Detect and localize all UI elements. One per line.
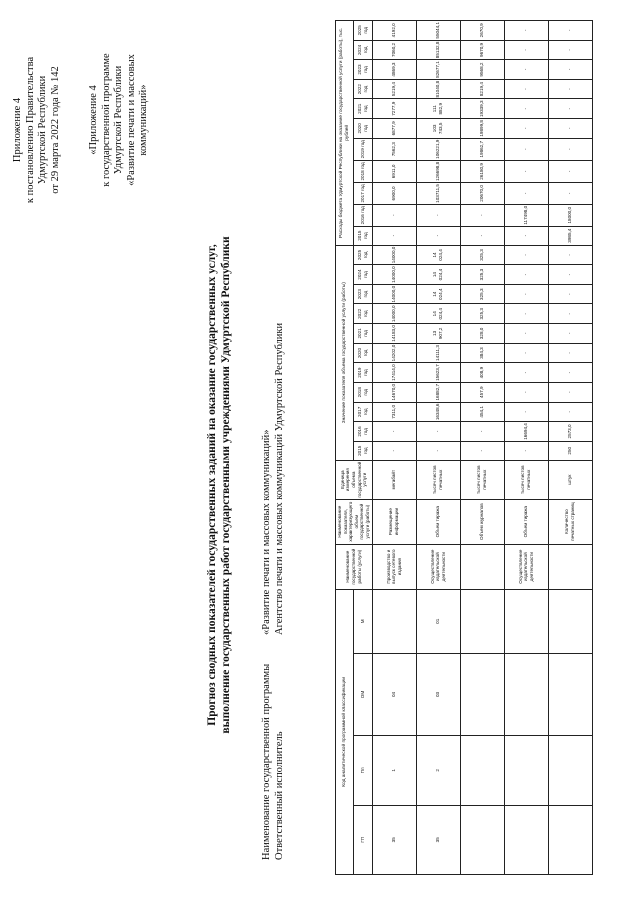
- header-year-volume: 2019 год: [354, 363, 372, 383]
- cell-indicator: Количество печатных страниц: [548, 499, 592, 544]
- cell-expense: -: [548, 138, 592, 160]
- cell-volume: -: [504, 265, 548, 285]
- cell-volume: 14000,0: [372, 284, 416, 304]
- cell-om: [504, 653, 548, 735]
- meta-value: «Развитие печати и массовых коммуникаций»: [261, 429, 272, 635]
- cell-volume: 325,3: [460, 284, 504, 304]
- cell-volume: -: [372, 441, 416, 460]
- cell-expense: 7562,3: [372, 138, 416, 160]
- cell-volume: 454,1: [460, 402, 504, 422]
- cell-volume: 7311,0: [372, 402, 416, 422]
- cell-volume: -: [504, 304, 548, 324]
- cell-volume: 328,0: [460, 324, 504, 344]
- header-year-volume: 2018 год: [354, 382, 372, 402]
- header-om: ОМ: [354, 653, 372, 735]
- document-title: [205, 205, 233, 765]
- cell-volume: -: [548, 265, 592, 285]
- cell-service: Осуществление издательской деятельности: [416, 544, 460, 589]
- cell-volume: -: [504, 441, 548, 460]
- cell-volume: -: [548, 284, 592, 304]
- meta-value: Агентство печати и массовых коммуникаций Удмуртской Республики: [274, 322, 285, 635]
- header-year-volume: 2017 год: [354, 402, 372, 422]
- appendix-header: [12, 15, 62, 245]
- header-year-expense: 2019 год: [354, 138, 372, 160]
- cell-om: 03: [416, 653, 460, 735]
- cell-expense: -: [548, 183, 592, 205]
- cell-expense: 6877,9: [372, 119, 416, 139]
- cell-expense: 7277,9: [372, 99, 416, 119]
- cell-expense: 117498,0: [504, 204, 548, 226]
- header-year-volume: 2016 год: [354, 422, 372, 442]
- cell-volume: -: [372, 422, 416, 442]
- cell-m: [372, 589, 416, 653]
- header-year-volume: 2022 год: [354, 304, 372, 324]
- meta-label: Наименование государственной программы: [261, 663, 272, 860]
- cell-expense: 103 743,5: [416, 119, 460, 139]
- cell-m: 01: [416, 589, 460, 653]
- meta-row: [273, 240, 286, 860]
- cell-expense: 9670,9: [460, 40, 504, 60]
- cell-volume: -: [504, 402, 548, 422]
- cell-volume: 13 907,2: [416, 324, 460, 344]
- header-volume: Значение показателя объема государственной услуги (работы): [336, 245, 354, 460]
- cell-m: [548, 589, 592, 653]
- cell-volume: 14 024,4: [416, 304, 460, 324]
- header-service: Наименование государственной работы (услуги): [336, 544, 373, 589]
- program-meta: [260, 240, 286, 860]
- cell-service: [548, 544, 592, 589]
- cell-pp: [548, 736, 592, 805]
- cell-expense: 19862,7: [460, 138, 504, 160]
- cell-expense: -: [416, 204, 460, 226]
- cell-expense: -: [548, 99, 592, 119]
- cell-volume: 14000,0: [372, 245, 416, 265]
- cell-volume: -: [460, 441, 504, 460]
- cell-pp: 2: [416, 736, 460, 805]
- cell-volume: 325,3: [460, 245, 504, 265]
- cell-volume: -: [548, 382, 592, 402]
- cell-expense: 7060,2: [372, 40, 416, 60]
- cell-expense: 111 882,9: [416, 99, 460, 119]
- cell-expense: -: [504, 21, 548, 41]
- header-year-expense: 2015 год: [354, 226, 372, 245]
- header-year-expense: 2016 год: [354, 204, 372, 226]
- cell-service: Производство и выпуск сетевого издания: [372, 544, 416, 589]
- cell-pp: 1: [372, 736, 416, 805]
- cell-expense: -: [416, 226, 460, 245]
- header-code: Код аналитической программной классификации: [336, 589, 354, 874]
- cell-expense: -: [504, 79, 548, 99]
- table-row: [416, 21, 460, 875]
- cell-volume: -: [504, 382, 548, 402]
- appendix-quote-line: коммуникаций»: [138, 84, 149, 156]
- cell-m: [460, 589, 504, 653]
- cell-volume: -: [548, 363, 592, 383]
- cell-volume: -: [548, 402, 592, 422]
- table-row: [460, 21, 504, 875]
- cell-expense: -: [504, 99, 548, 119]
- header-year-volume: 2025 год: [354, 245, 372, 265]
- appendix-quote-line: «Развитие печати и массовых: [125, 54, 137, 186]
- cell-indicator: Объем журналов: [460, 499, 504, 544]
- cell-unit: штук: [548, 460, 592, 499]
- cell-volume: 16348,6: [416, 402, 460, 422]
- cell-gp: [504, 805, 548, 874]
- cell-gp: 35: [372, 805, 416, 874]
- header-year-volume: 2020 год: [354, 343, 372, 363]
- header-unit: Единица измерения объема государственной услуги: [336, 460, 373, 499]
- cell-indicator: Размещение информации: [372, 499, 416, 544]
- table-row: [548, 21, 592, 875]
- cell-volume: -: [504, 284, 548, 304]
- appendix-quote-line: «Приложение 4: [88, 85, 99, 155]
- header-year-volume: 2023 год: [354, 284, 372, 304]
- cell-unit: тысяч листов печатных: [504, 460, 548, 499]
- cell-expense: 4192,0: [372, 21, 416, 41]
- cell-expense: 85132,8: [416, 40, 460, 60]
- cell-volume: -: [504, 363, 548, 383]
- cell-volume: 2573,0: [548, 422, 592, 442]
- appendix-line: от 29 марта 2022 года № 142: [49, 66, 61, 194]
- cell-volume: 457,9: [460, 382, 504, 402]
- header-year-expense: 2017 год: [354, 183, 372, 205]
- cell-expense: -: [504, 226, 548, 245]
- header-year-expense: 2021 год: [354, 99, 372, 119]
- cell-expense: -: [504, 160, 548, 182]
- cell-volume: 250: [548, 441, 592, 460]
- header-year-volume: 2021 год: [354, 324, 372, 344]
- cell-indicator: Объем тиража: [504, 499, 548, 544]
- cell-pp: [460, 736, 504, 805]
- cell-volume: 14 024,4: [416, 284, 460, 304]
- meta-label: Ответственный исполнитель: [274, 731, 285, 860]
- cell-expense: 126698,8: [416, 160, 460, 182]
- appendix-line: к постановлению Правительства: [24, 56, 36, 204]
- cell-volume: 17414,0: [372, 363, 416, 383]
- cell-expense: -: [504, 119, 548, 139]
- appendix-quote-line: Удмуртской Республики: [113, 65, 124, 175]
- cell-gp: [548, 805, 592, 874]
- cell-expense: 3985,4: [548, 226, 592, 245]
- cell-expense: -: [372, 226, 416, 245]
- header-expense: Расходы бюджета Удмуртской Республики на оказание государственной услуги (работы), тыс. рублей: [336, 21, 354, 246]
- cell-expense: -: [504, 138, 548, 160]
- cell-expense: 81040,8: [416, 79, 460, 99]
- cell-om: [460, 653, 504, 735]
- cell-volume: 325,3: [460, 265, 504, 285]
- header-year-volume: 2024 год: [354, 265, 372, 285]
- cell-volume: 16694,4: [504, 422, 548, 442]
- cell-gp: [460, 805, 504, 874]
- cell-expense: -: [504, 183, 548, 205]
- cell-volume: 325,3: [460, 304, 504, 324]
- cell-expense: -: [548, 60, 592, 80]
- cell-volume: -: [548, 324, 592, 344]
- cell-expense: 55044,1: [416, 21, 460, 41]
- cell-service: [460, 544, 504, 589]
- cell-expense: -: [548, 119, 592, 139]
- cell-om: [548, 653, 592, 735]
- header-year-expense: 2025 год: [354, 21, 372, 41]
- header-indicator: Наименование показателя, характеризующего объем государственной услуги (работы): [336, 499, 373, 544]
- cell-volume: -: [416, 422, 460, 442]
- cell-expense: 6911,0: [372, 160, 416, 182]
- cell-pp: [504, 736, 548, 805]
- cell-expense: -: [548, 79, 592, 99]
- meta-row: [260, 240, 273, 860]
- cell-expense: -: [460, 204, 504, 226]
- header-years-row: [354, 21, 372, 875]
- cell-volume: 14202,0: [372, 343, 416, 363]
- cell-volume: -: [548, 343, 592, 363]
- cell-indicator: Объем тиража: [416, 499, 460, 544]
- appendix-line: Удмуртской Республики: [37, 75, 48, 185]
- table-row: [504, 21, 548, 875]
- cell-expense: -: [548, 160, 592, 182]
- cell-volume: -: [548, 304, 592, 324]
- cell-volume: 408,9: [460, 363, 504, 383]
- header-year-expense: 2024 год: [354, 40, 372, 60]
- cell-expense: 4869,3: [372, 60, 416, 80]
- header-row: [336, 21, 354, 875]
- table-row: [372, 21, 416, 875]
- cell-volume: -: [504, 324, 548, 344]
- header-m: М: [354, 589, 372, 653]
- cell-volume: 15623,7: [416, 363, 460, 383]
- cell-volume: 14111,3: [416, 343, 460, 363]
- cell-expense: -: [548, 40, 592, 60]
- header-year-expense: 2020 год: [354, 119, 372, 139]
- cell-expense: 18000,0: [548, 204, 592, 226]
- cell-expense: 103711,5: [416, 183, 460, 205]
- cell-expense: 26180,9: [460, 160, 504, 182]
- header-year-volume: 2015 год: [354, 441, 372, 460]
- cell-volume: -: [416, 441, 460, 460]
- cell-m: [504, 589, 548, 653]
- cell-expense: 20670,0: [460, 183, 504, 205]
- cell-volume: -: [504, 245, 548, 265]
- cell-volume: -: [460, 422, 504, 442]
- cell-expense: 6900,0: [372, 183, 416, 205]
- cell-unit: тысяч листов печатных: [460, 460, 504, 499]
- cell-volume: 14 024,4: [416, 245, 460, 265]
- cell-expense: -: [504, 60, 548, 80]
- cell-expense: -: [460, 226, 504, 245]
- cell-unit: мегабайт: [372, 460, 416, 499]
- cell-gp: 35: [416, 805, 460, 874]
- title-line: выполнение государственных работ государственными учреждениями Удмуртской Республики: [220, 236, 232, 734]
- appendix-quote-line: к государственной программе: [100, 53, 112, 187]
- appendix-quote: [88, 25, 151, 215]
- cell-volume: 14 024,4: [416, 265, 460, 285]
- cell-unit: тысяч листов печатных: [416, 460, 460, 499]
- cell-expense: 82677,1: [416, 60, 460, 80]
- cell-volume: 14000,0: [372, 265, 416, 285]
- title-line: Прогноз сводных показателей государственных заданий на оказание государственных услуг,: [206, 244, 218, 726]
- cell-expense: 19339,3: [460, 99, 504, 119]
- cell-service: Осуществление издательской деятельности: [504, 544, 548, 589]
- header-gp: ГП: [354, 805, 372, 874]
- cell-volume: 14000,0: [372, 304, 416, 324]
- cell-volume: 384,3: [460, 343, 504, 363]
- cell-expense: 19899,8: [460, 119, 504, 139]
- cell-volume: -: [548, 245, 592, 265]
- header-year-expense: 2018 год: [354, 160, 372, 182]
- appendix-line: Приложение 4: [12, 97, 23, 163]
- cell-volume: 14183,0: [372, 324, 416, 344]
- cell-expense: -: [372, 204, 416, 226]
- cell-expense: 2670,9: [460, 21, 504, 41]
- cell-expense: -: [548, 21, 592, 41]
- cell-expense: 8219,4: [460, 79, 504, 99]
- cell-volume: -: [504, 343, 548, 363]
- cell-expense: -: [504, 40, 548, 60]
- cell-volume: 16882,7: [416, 382, 460, 402]
- cell-volume: 14670,0: [372, 382, 416, 402]
- forecast-table: [335, 20, 593, 875]
- header-year-expense: 2023 год: [354, 60, 372, 80]
- cell-om: 04: [372, 653, 416, 735]
- header-pp: Пп: [354, 736, 372, 805]
- cell-expense: 9568,2: [460, 60, 504, 80]
- cell-expense: 5219,4: [372, 79, 416, 99]
- table-body: [372, 21, 592, 875]
- header-year-expense: 2022 год: [354, 79, 372, 99]
- cell-expense: 106221,9: [416, 138, 460, 160]
